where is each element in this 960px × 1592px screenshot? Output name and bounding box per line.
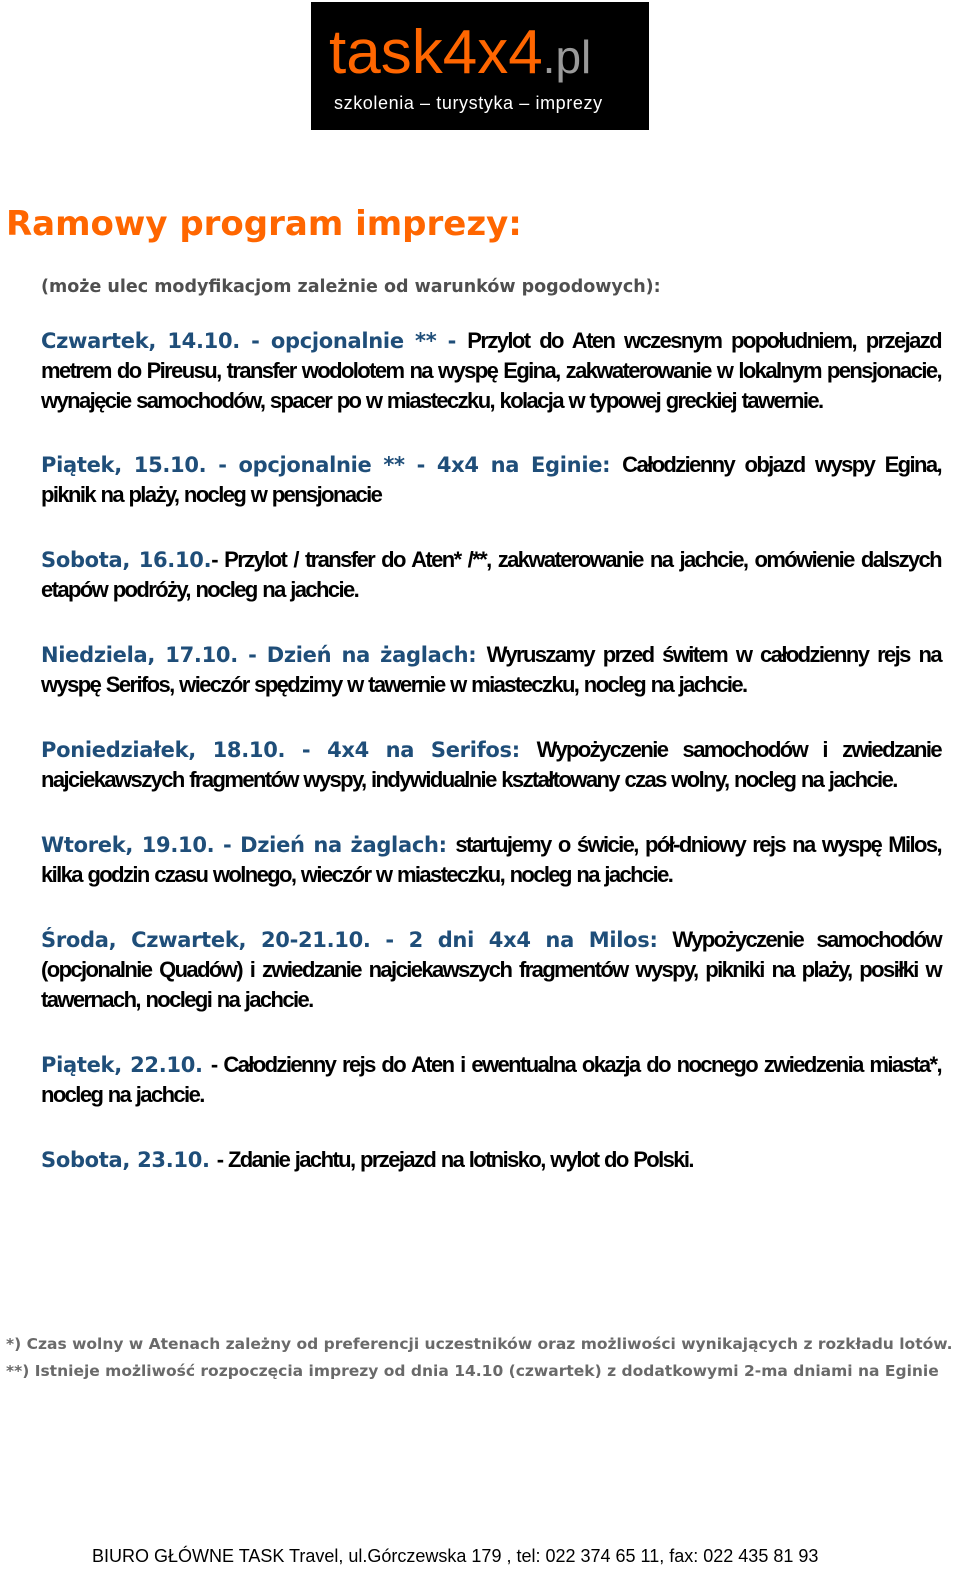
logo-tagline: szkolenia – turystyka – imprezy (334, 93, 603, 113)
day-description: Przylot do Aten wczesnym popołudniem, przejazd metrem do Pireusu, transfer wodolotem na wyspę Egina, zakwaterowanie w lokalnym pensjonacie, wynajęcie samochodów, spacer po w miasteczku, kolacja w typowej greckiej tawernie. (41, 328, 941, 413)
itinerary-day (41, 925, 941, 1015)
itinerary-day (41, 326, 941, 416)
day-date: Wtorek, 19.10. - Dzień na żaglach: (41, 833, 456, 857)
day-description: Wyruszamy przed świtem w całodzienny rejs na wyspę Serifos, wieczór spędzimy w tawernie w miasteczku, nocleg na jachcie. (41, 642, 941, 697)
day-date: Piątek, 22.10. (41, 1053, 211, 1077)
day-date: Piątek, 15.10. - opcjonalnie ** - 4x4 na Eginie: (41, 453, 623, 477)
day-date: Środa, Czwartek, 20-21.10. - 2 dni 4x4 na Milos: (41, 928, 673, 952)
day-description: Całodzienny objazd wyspy Egina, piknik na plaży, nocleg w pensjonacie (41, 452, 941, 507)
day-description: startujemy o świcie, pół-dniowy rejs na wyspę Milos, kilka godzin czasu wolnego, wieczór w miasteczku, nocleg na jachcie. (41, 832, 942, 887)
logo-domain: .pl (542, 31, 592, 83)
day-date: Sobota, 16.10. (41, 548, 212, 572)
page-subtitle: (może ulec modyfikacjom zależnie od warunków pogodowych): (41, 277, 661, 297)
day-description: - Zdanie jachtu, przejazd na lotnisko, wylot do Polski. (216, 1147, 693, 1172)
footnote-early-start: **) Istnieje możliwość rozpoczęcia imprezy od dnia 14.10 (czwartek) z dodatkowymi 2-ma dniami na Eginie (6, 1362, 939, 1380)
itinerary-day (41, 545, 941, 605)
itinerary-day (41, 1050, 941, 1110)
day-date: Czwartek, 14.10. - opcjonalnie ** - (41, 329, 468, 353)
logo-wordmark (329, 18, 591, 92)
footnote-free-time: *) Czas wolny w Atenach zależny od preferencji uczestników oraz możliwości wynikających z rozkładu lotów. (6, 1335, 953, 1353)
logo-name: task4x4 (329, 18, 543, 87)
office-contact-footer: BIURO GŁÓWNE TASK Travel, ul.Górczewska 179 , tel: 022 374 65 11, fax: 022 435 81 93 (92, 1546, 819, 1566)
itinerary-day (41, 450, 941, 510)
day-description: Wypożyczenie samochodów i zwiedzanie najciekawszych fragmentów wyspy, indywidualnie kształtowany czas wolny, nocleg na jachcie. (41, 737, 941, 792)
day-description: - Całodzienny rejs do Aten i ewentualna okazja do nocnego zwiedzenia miasta*, nocleg na jachcie. (41, 1052, 941, 1107)
day-description: - Przylot / transfer do Aten* /**, zakwaterowanie na jachcie, omówienie dalszych etapów podróży, nocleg na jachcie. (41, 547, 941, 602)
itinerary-day (41, 830, 941, 890)
day-date: Poniedziałek, 18.10. - 4x4 na Serifos: (41, 738, 537, 762)
itinerary-day (41, 1145, 941, 1175)
day-date: Sobota, 23.10. (41, 1148, 217, 1172)
itinerary-day (41, 735, 941, 795)
itinerary (41, 326, 941, 1210)
day-date: Niedziela, 17.10. - Dzień na żaglach: (41, 643, 487, 667)
day-description: Wypożyczenie samochodów (opcjonalnie Quadów) i zwiedzanie najciekawszych fragmentów wyspy, pikniki na plaży, posiłki w tawernach, noclegi na jachcie. (41, 927, 941, 1012)
company-logo (311, 2, 649, 130)
page-title: Ramowy program imprezy: (6, 204, 522, 244)
itinerary-day (41, 640, 941, 700)
